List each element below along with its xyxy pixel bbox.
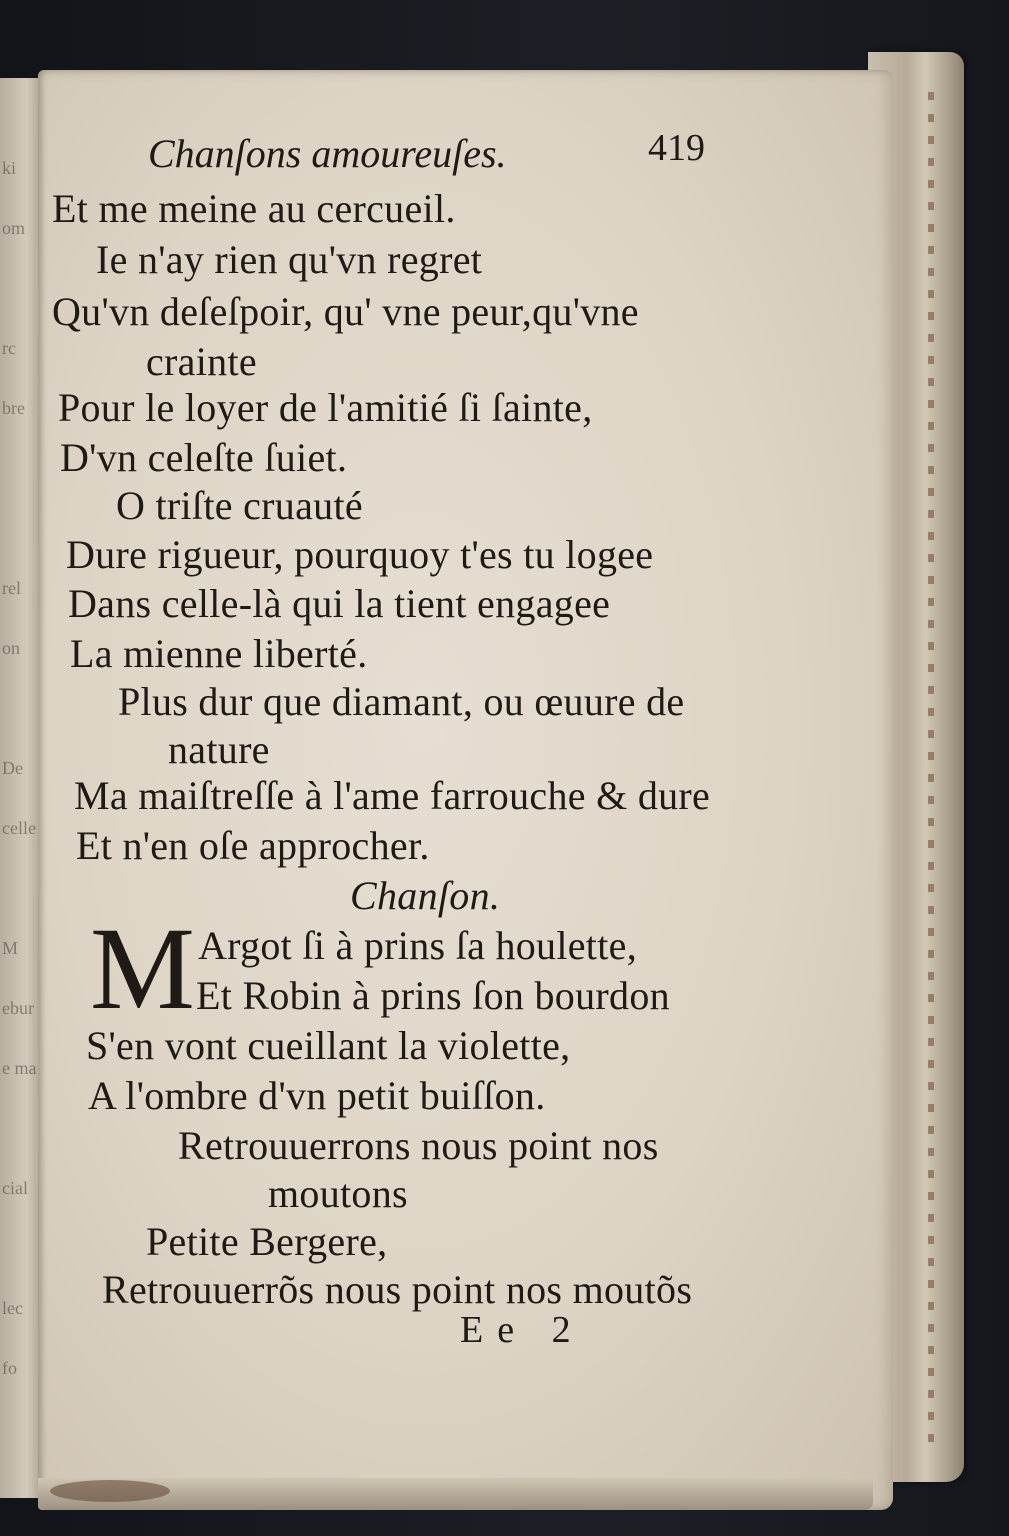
verse-line: Pour le loyer de l'amitié ſi ſainte, (58, 385, 593, 430)
verse-line: O triſte cruauté (116, 483, 363, 528)
verse-line: Ma maiſtreſſe à l'ame farrouche & dure (74, 773, 711, 818)
book-page (38, 70, 893, 1510)
page-number: 419 (648, 127, 705, 169)
verse-line: Et n'en oſe approcher. (76, 823, 430, 868)
verse-line: La mienne liberté. (70, 631, 368, 676)
verse-line: Ie n'ay rien qu'vn regret (96, 237, 483, 282)
song-line: Retrouuerrõs nous point nos moutõs (102, 1267, 693, 1312)
signature-mark: Ee 2 (460, 1309, 585, 1351)
song-line: Retrouuerrons nous point nos (178, 1123, 659, 1168)
song-title: Chanſon. (350, 873, 501, 918)
song-line: Et Robin à prins ſon bourdon (196, 973, 670, 1018)
verse-line: Qu'vn deſeſpoir, qu' vne peur,qu'vne (52, 289, 639, 334)
song-line: S'en vont cueillant la violette, (86, 1023, 571, 1068)
left-page-text: ki om rc bre rel on De celle M ebur e ma cial lec fo (2, 158, 37, 1378)
page-stain (50, 1480, 170, 1502)
song-line: moutons (268, 1171, 408, 1216)
song-line: Petite Bergere, (146, 1219, 388, 1264)
running-title: Chanſons amoureuſes. (148, 131, 507, 176)
song-line: Argot ſi à prins ſa houlette, (198, 923, 637, 968)
drop-cap: M (90, 903, 195, 1034)
verse-line: crainte (146, 339, 257, 384)
verse-line: Dure rigueur, pourquoy t'es tu logee (66, 532, 654, 577)
verse-line: Et me meine au cercueil. (52, 186, 456, 231)
verse-line: nature (168, 727, 270, 772)
verse-line: Plus dur que diamant, ou œuure de (118, 679, 685, 724)
song-line: A l'ombre d'vn petit buiſſon. (88, 1073, 546, 1118)
verse-line: Dans celle-là qui la tient engagee (68, 581, 611, 626)
verse-line: D'vn celeſte ſuiet. (60, 435, 348, 480)
